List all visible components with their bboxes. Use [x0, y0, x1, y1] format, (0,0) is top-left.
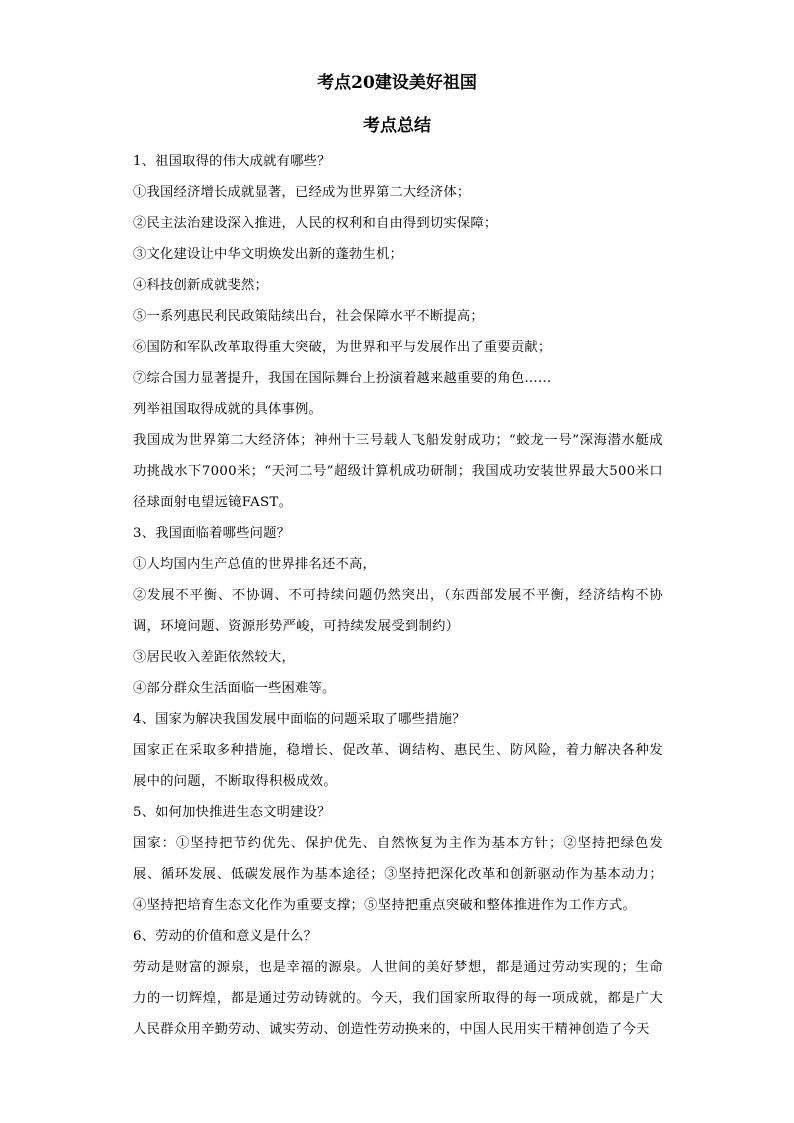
question-5-heading: 5、如何加快推进生态文明建设？ [133, 805, 331, 820]
question-1-point: ⑦综合国力显著提升，我国在国际舞台上扮演着越来越重要的角色…… [133, 371, 552, 386]
question-2-heading: 列举祖国取得成就的具体事例。 [133, 402, 322, 417]
question-2-answer: 我国成为世界第二大经济体；神州十三号载人飞船发射成功；“蛟龙一号”深海潜水艇成功挑战水下7000米；“天河二号”超级计算机成功研制；我国成功安装世界最大500米口径球面射电望远镜FAST。 [133, 433, 663, 510]
question-3-heading: 3、我国面临着哪些问题？ [133, 526, 291, 541]
question-1-point: ⑤一系列惠民利民政策陆续出台，社会保障水平不断提高； [133, 309, 484, 324]
question-3-point: ①人均国内生产总值的世界排名还不高， [133, 557, 376, 572]
question-1-point: ①我国经济增长成就显著，已经成为世界第二大经济体； [133, 185, 471, 200]
document-subtitle: 考点总结 [363, 116, 431, 136]
question-3-point: ③居民收入差距依然较大， [133, 650, 295, 665]
question-1-point: ③文化建设让中华文明焕发出新的蓬勃生机； [133, 247, 403, 262]
question-6-answer: 劳动是财富的源泉，也是幸福的源泉。人世间的美好梦想，都是通过劳动实现的；生命力的一切辉煌，都是通过劳动铸就的。今天，我们国家所取得的每一项成就，都是广大人民群众用辛勤劳动、诚实劳动、创造性劳动换来的，中国人民用实干精神创造了今天 [133, 960, 663, 1037]
question-6-heading: 6、劳动的价值和意义是什么？ [133, 929, 318, 944]
question-4-answer: 国家正在采取多种措施，稳增长、促改革、调结构、惠民生、防风险，着力解决各种发展中的问题，不断取得积极成效。 [133, 743, 663, 789]
question-5-answer: 国家：①坚持把节约优先、保护优先、自然恢复为主作为基本方针；②坚持把绿色发展、循环发展、低碳发展作为基本途径；③坚持把深化改革和创新驱动作为基本动力；④坚持把培育生态文化作为重要支撑；⑤坚持把重点突破和整体推进作为工作方式。 [133, 836, 663, 913]
question-1-point: ④科技创新成就斐然； [133, 278, 268, 293]
question-1-point: ②民主法治建设深入推进，人民的权利和自由得到切实保障； [133, 216, 498, 231]
question-3-point: ②发展不平衡、不协调、不可持续问题仍然突出，（东西部发展不平衡，经济结构不协调，环境问题、资源形势严峻，可持续发展受到制约） [133, 588, 663, 634]
document-body [133, 146, 663, 1045]
document-title: 考点20建设美好祖国 [317, 73, 477, 93]
question-1-point: ⑥国防和军队改革取得重大突破，为世界和平与发展作出了重要贡献； [133, 340, 552, 355]
question-3-point: ④部分群众生活面临一些困难等。 [133, 681, 336, 696]
question-1-heading: 1、祖国取得的伟大成就有哪些？ [133, 154, 331, 169]
question-4-heading: 4、国家为解决我国发展中面临的问题采取了哪些措施？ [133, 712, 466, 727]
